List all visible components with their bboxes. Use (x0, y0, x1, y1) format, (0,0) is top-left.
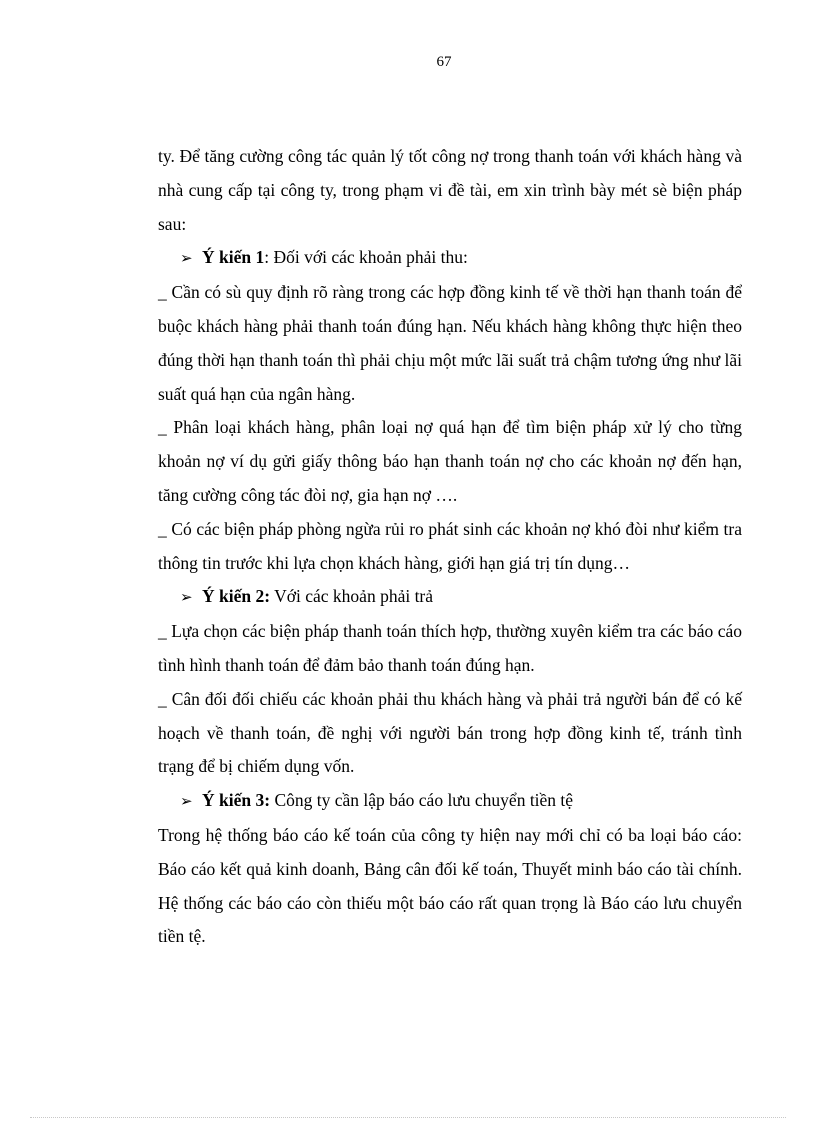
opinion-2-label: Ý kiến 2: (202, 586, 271, 607)
opinion-2-item-2: _ Cân đối đối chiếu các khoản phải thu khách hàng và phải trả người bán để có kế hoạch về thanh toán, đề nghị với người bán trong hợp đồng kinh tế, tránh tình trạng để bị chiếm dụng vốn. (158, 688, 742, 777)
opinion-1-label: Ý kiến 1 (202, 247, 265, 268)
opinion-1-heading (158, 241, 742, 276)
footer-divider (30, 1117, 786, 1118)
arrowhead-bullet-icon: ➢ (180, 249, 193, 268)
opinion-2-item-1: _ Lựa chọn các biện pháp thanh toán thích hợp, thường xuyên kiểm tra các báo cáo tình hình thanh toán để đảm bảo thanh toán đúng hạn. (158, 621, 742, 675)
opinion-2-text: Với các khoản phải trả (270, 586, 434, 607)
opinion-2-heading (158, 580, 742, 615)
arrowhead-bullet-icon: ➢ (180, 792, 193, 811)
opinion-1-item-1: _ Cần có sù quy định rõ ràng trong các hợp đồng kinh tế về thời hạn thanh toán để buộc khách hàng phải thanh toán đúng hạn. Nếu khách hàng không thực hiện theo đúng thời hạn thanh toán thì phải chịu một mức lãi suất trả chậm tương ứng như lãi suất quá hạn của ngân hàng. (158, 282, 742, 404)
intro-paragraph: ty. Để tăng cường công tác quản lý tốt công nợ trong thanh toán với khách hàng và nhà cung cấp tại công ty, trong phạm vi đề tài, em xin trình bày mét sè biện pháp sau: (158, 146, 742, 234)
opinion-1-item-3: _ Có các biện pháp phòng ngừa rủi ro phát sinh các khoản nợ khó đòi như kiểm tra thông tin trước khi lựa chọn khách hàng, giới hạn giá trị tín dụng… (158, 518, 742, 573)
conclusion-paragraph: Trong hệ thống báo cáo kế toán của công ty hiện nay mới chỉ có ba loại báo cáo: Báo cáo kết quả kinh doanh, Bảng cân đối kế toán, Thuyết minh báo cáo tài chính. Hệ thống các báo cáo còn thiếu một báo cáo rất quan trọng là Báo cáo lưu chuyển tiền tệ. (158, 824, 742, 947)
document-body (158, 140, 742, 954)
page-number: 67 (436, 54, 452, 70)
opinion-3-heading (158, 784, 742, 819)
opinion-1-text: : Đối với các khoản phải thu: (264, 247, 468, 268)
opinion-3-label: Ý kiến 3: (202, 790, 271, 811)
arrowhead-bullet-icon: ➢ (180, 588, 193, 607)
opinion-1-item-2: _ Phân loại khách hàng, phân loại nợ quá hạn để tìm biện pháp xử lý cho từng khoản nợ ví dụ gửi giấy thông báo hạn thanh toán nợ cho các khoản nợ đến hạn, tăng cường công tác đòi nợ, gia hạn nợ …. (158, 417, 742, 505)
opinion-3-text: Công ty cần lập báo cáo lưu chuyển tiền tệ (270, 790, 574, 811)
